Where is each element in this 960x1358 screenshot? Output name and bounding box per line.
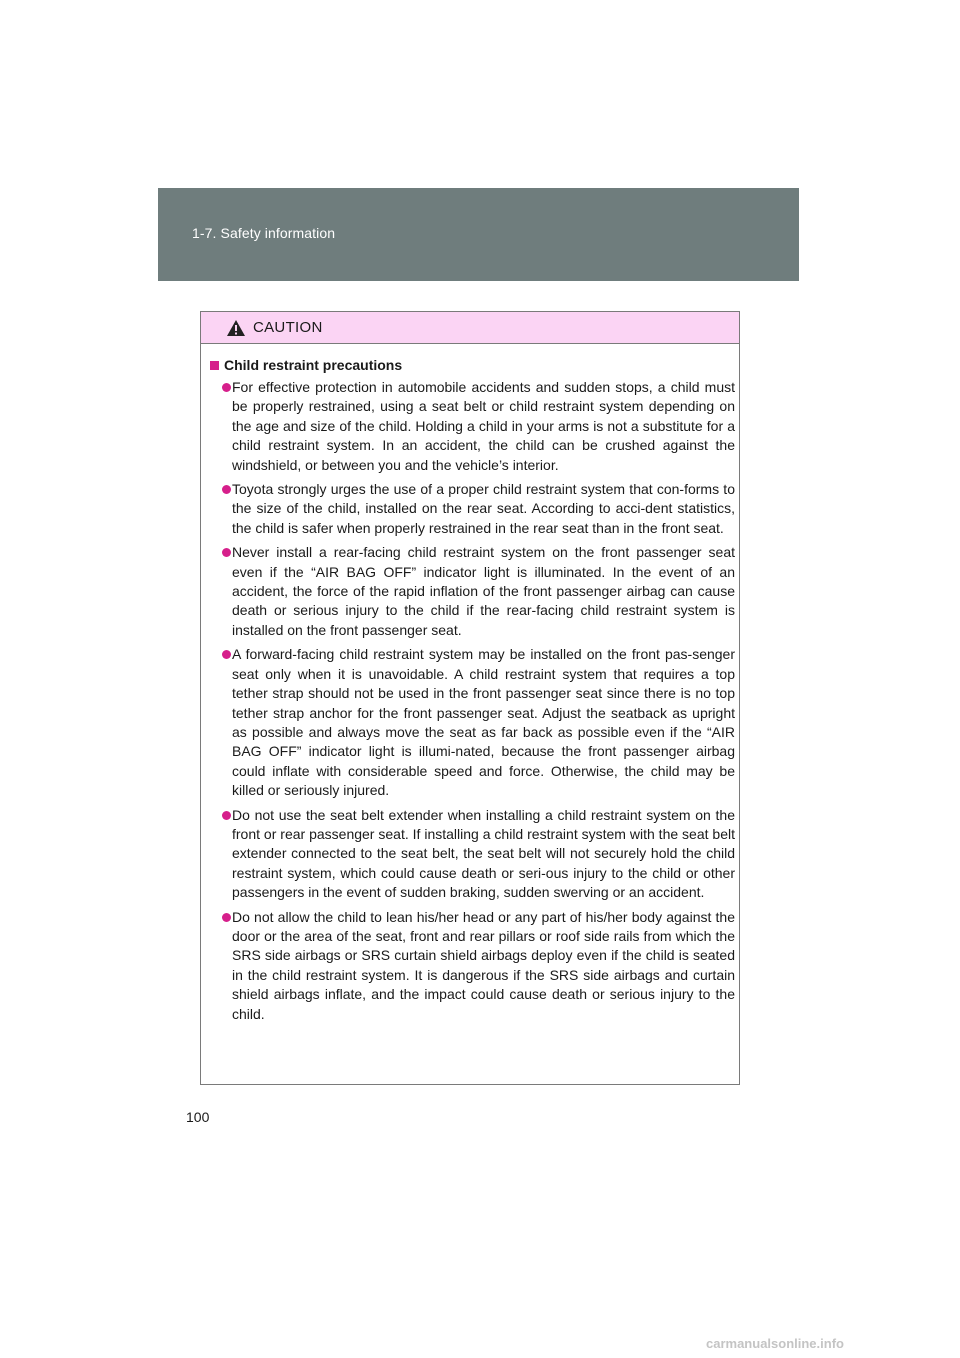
warning-triangle-icon bbox=[226, 319, 246, 337]
topic-heading bbox=[210, 355, 735, 375]
bullet-item-text: A forward-facing child restraint system may be installed on the front pas-senger seat only when it is unavoidable. A child restraint system that requires a top tether strap should not be used in the front passenger seat since there is no top tether strap anchor for the front passenger seat. Adjust the seatback as upright as possible and always move the seat as far back as possible even if the “AIR BAG OFF” indicator light is illumi-nated, because the front passenger airbag could inflate with considerable speed and force. Otherwise, the child may be killed or seriously injured. bbox=[232, 646, 735, 799]
section-title: 1-7. Safety information bbox=[192, 225, 336, 241]
topic-heading-text: Child restraint precautions bbox=[224, 357, 403, 373]
bullet-item-text: Never install a rear-facing child restraint system on the front passenger seat even if the “AIR BAG OFF” indicator light is illuminated. In the event of an accident, the force of the rapid inflation of the front passenger airbag can cause death or serious injury to the child if the rear-facing child restraint system is installed on the front passenger seat. bbox=[232, 544, 735, 638]
bullet-item bbox=[210, 645, 735, 800]
page-number: 100 bbox=[186, 1109, 210, 1125]
circle-bullet-icon bbox=[222, 650, 231, 659]
circle-bullet-icon bbox=[222, 485, 231, 494]
bullet-item-text: Toyota strongly urges the use of a proper child restraint system that con-forms to the size of the child, installed on the rear seat. According to acci-dent statistics, the child is safer when properly restrained in the rear seat than in the front seat. bbox=[232, 481, 735, 536]
circle-bullet-icon bbox=[222, 548, 231, 557]
square-bullet-icon bbox=[210, 361, 219, 370]
caution-header bbox=[201, 312, 739, 344]
circle-bullet-icon bbox=[222, 383, 231, 392]
section-header-band bbox=[158, 188, 799, 281]
circle-bullet-icon bbox=[222, 913, 231, 922]
bullet-item-text: Do not allow the child to lean his/her head or any part of his/her body against the door or the area of the seat, front and rear pillars or roof side rails from which the SRS side airbags or SRS curtain shield airbags deploy even if the child is seated in the child restraint system. It is dangerous if the SRS side airbags and curtain shield airbags inflate, and the impact could cause death or serious injury to the child. bbox=[232, 908, 735, 1022]
bullet-item bbox=[210, 378, 735, 475]
bullet-item-text: For effective protection in automobile accidents and sudden stops, a child must be properly restrained, using a seat belt or child restraint system depending on the age and size of the child. Holding a child in your arms is not a substitute for a child restraint system. In an accident, the child can be crushed against the windshield, or between you and the vehicle’s interior. bbox=[232, 379, 735, 473]
caution-box bbox=[200, 311, 740, 1085]
bullet-item bbox=[210, 543, 735, 640]
bullet-item bbox=[210, 480, 735, 538]
bullet-item-text: Do not use the seat belt extender when installing a child restraint system on the front or rear passenger seat. If installing a child restraint system with the seat belt extender connected to the seat belt, the seat belt will not securely hold the child restraint system, which could cause death or seri-ous injury to the child or other passengers in the event of sudden braking, sudden swerving or an accident. bbox=[232, 806, 735, 901]
watermark: carmanualsonline.info bbox=[706, 1336, 844, 1351]
bullet-item bbox=[210, 908, 735, 1024]
bullet-item bbox=[210, 806, 735, 903]
caution-label: CAUTION bbox=[253, 319, 323, 336]
caution-body bbox=[201, 344, 739, 1024]
circle-bullet-icon bbox=[222, 811, 231, 820]
